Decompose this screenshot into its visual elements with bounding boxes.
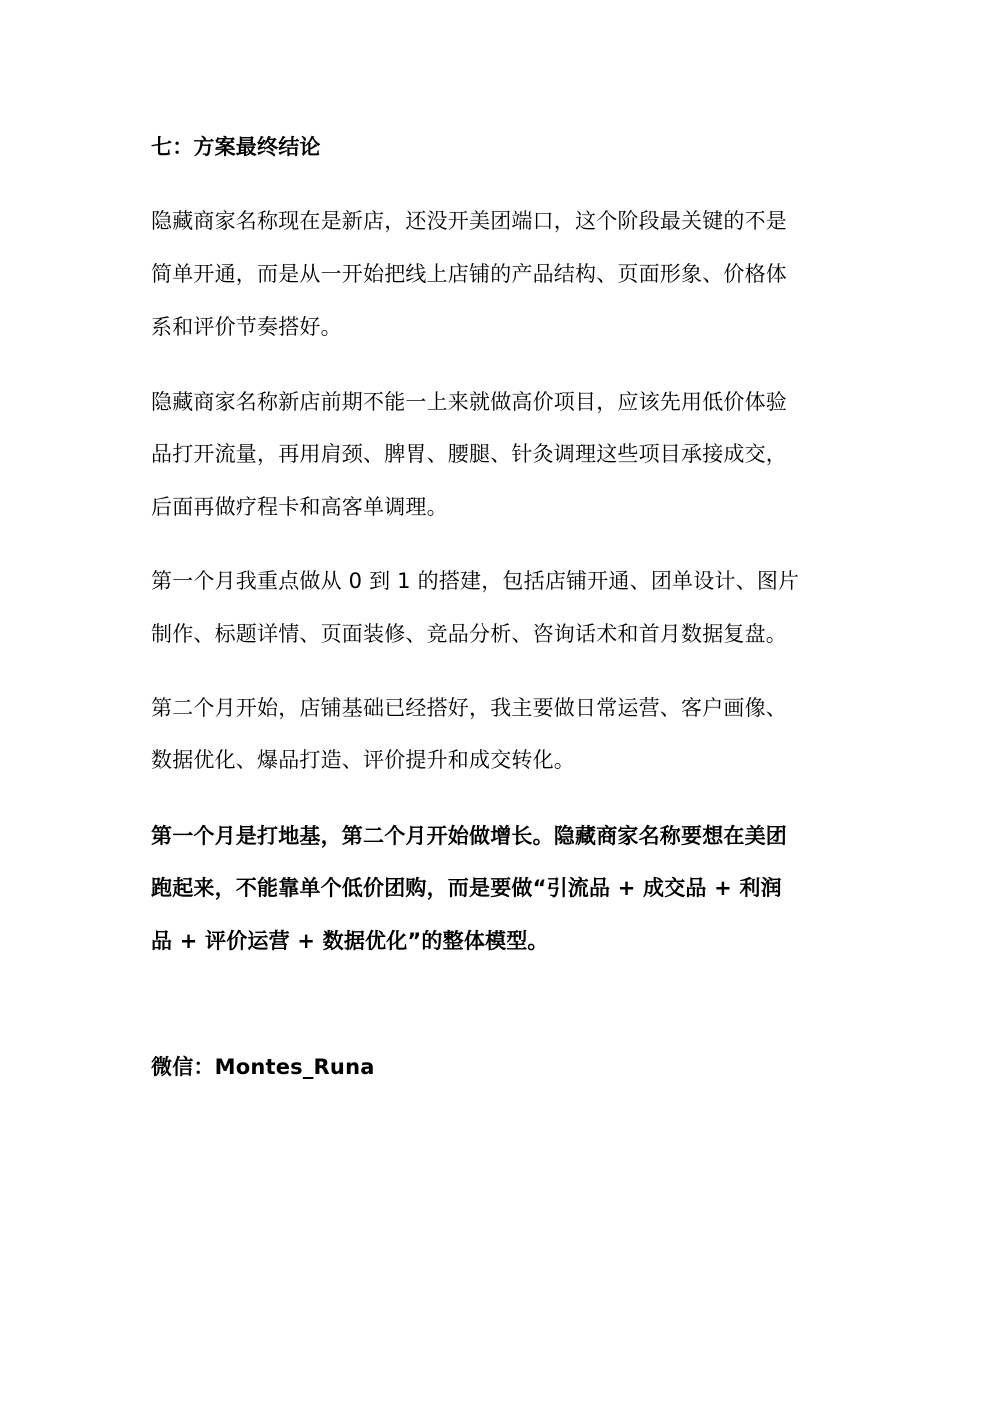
section-heading: 七：方案最终结论 [151,135,321,159]
conclusion-line: 跑起来，不能靠单个低价团购，而是要做“引流品 + 成交品 + 利润 [151,876,782,900]
paragraph-line: 数据优化、爆品打造、评价提升和成交转化。 [151,748,575,772]
conclusion-line: 品 + 评价运营 + 数据优化”的整体模型。 [151,929,549,953]
paragraph-line: 第一个月我重点做从 0 到 1 的搭建，包括店铺开通、团单设计、图片 [151,569,800,593]
paragraph-line: 隐藏商家名称新店前期不能一上来就做高价项目，应该先用低价体验 [151,390,787,414]
contact-wechat: 微信：Montes_Runa [151,1055,375,1079]
paragraph-line: 制作、标题详情、页面装修、竞品分析、咨询话术和首月数据复盘。 [151,622,787,646]
paragraph-line: 简单开通，而是从一开始把线上店铺的产品结构、页面形象、价格体 [151,262,787,286]
paragraph-line: 第二个月开始，店铺基础已经搭好，我主要做日常运营、客户画像、 [151,696,787,720]
paragraph-line: 系和评价节奏搭好。 [151,315,342,339]
paragraph-line: 隐藏商家名称现在是新店，还没开美团端口，这个阶段最关键的不是 [151,209,787,233]
conclusion-line: 第一个月是打地基，第二个月开始做增长。隐藏商家名称要想在美团 [151,824,787,848]
paragraph-line: 后面再做疗程卡和高客单调理。 [151,495,448,519]
paragraph-line: 品打开流量，再用肩颈、脾胃、腰腿、针灸调理这些项目承接成交， [151,442,787,466]
